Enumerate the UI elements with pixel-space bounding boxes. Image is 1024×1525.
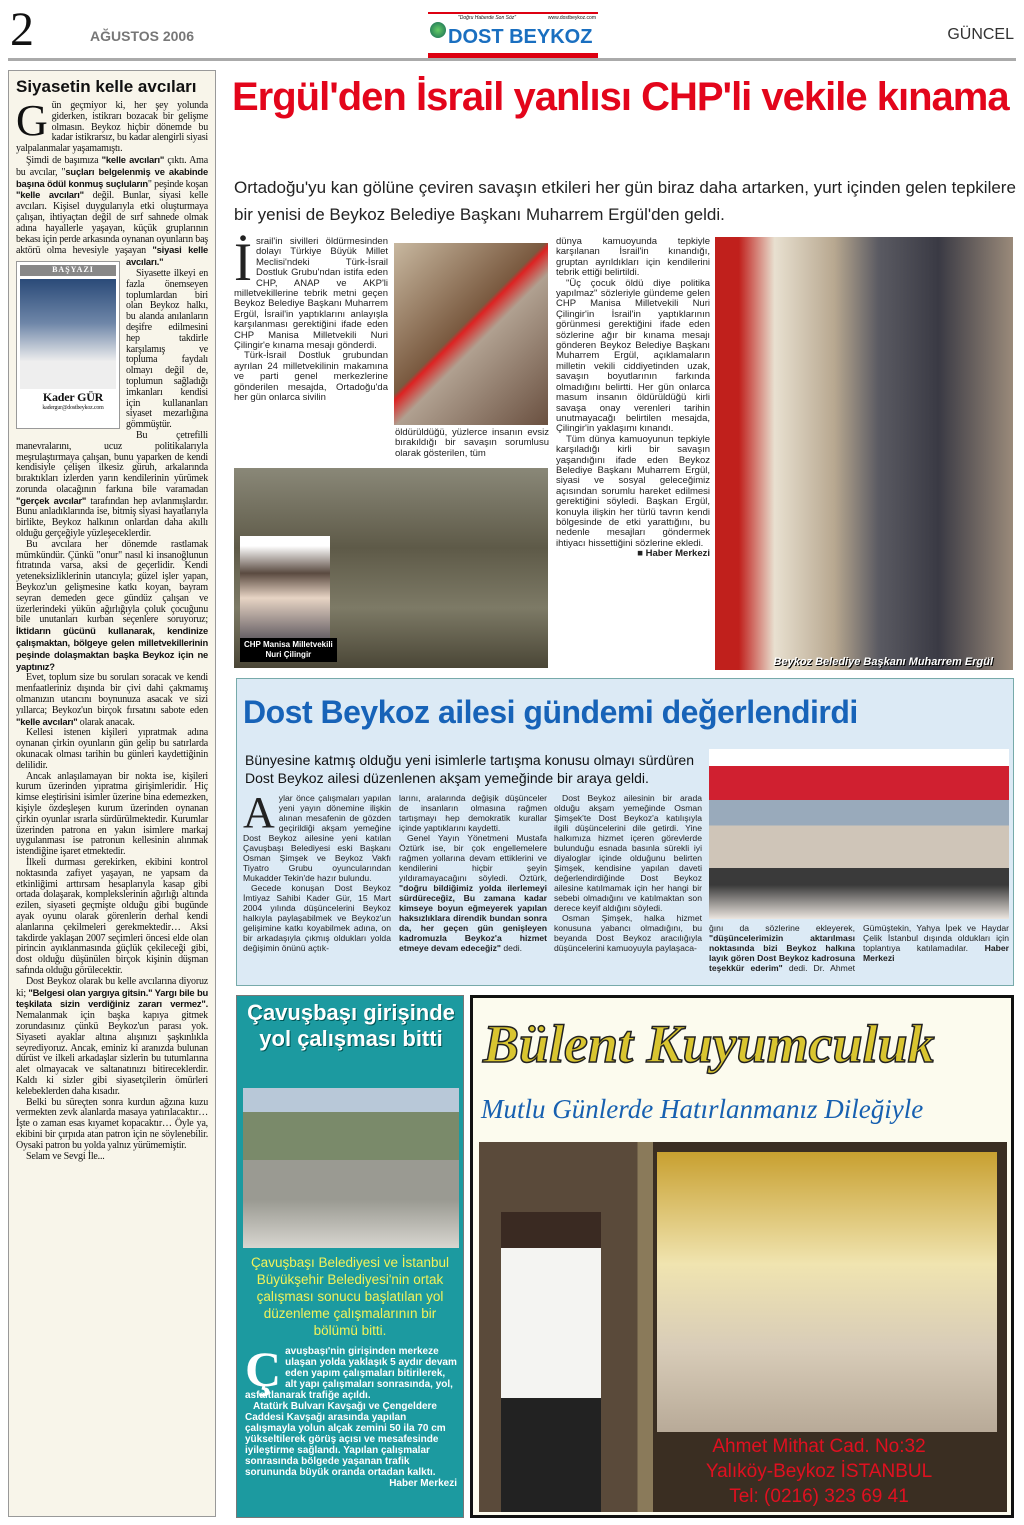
page-number: 2 xyxy=(10,3,34,56)
family-article xyxy=(236,678,1014,986)
family-column-4: ğını da sözlerine ekleyerek, "düşüncelerimizin aktarılması noktasında bizi Beykoz halkına layık gören Dost Beykoz kadrosuna teşekkür ederim" dedi. Dr. Ahmet Gümüştekin, Yahya İpek ve Haydar Çelik İstanbul dışında oldukları için toplantıya katılamadılar. Haber Merkezi xyxy=(709,923,1010,973)
family-headline: Dost Beykoz ailesi gündemi değerlendirdi xyxy=(243,694,858,730)
drop-cap: Ç xyxy=(245,1341,282,1397)
paragraph: Bu çetrefilli manevralarını, ucuz politikalarıyla meşrulaştırmaya çalışan, bunu yaparken de kendi kendisiyle çelişen ilkesiz güruh, arkalarında bıraktıkları izlerden yarın kendilerinin yürümek zorunda olacağının farkına bile varamadan "gerçek avcılar" tarafından hep avlanmışlardır. Bunu anladıklarında ise, bitmiş siyasi hayatlarıyla birlikte, Beykoz halkının onlardan daha akıllı olduğu gerçeğiyle yüzleşeceklerdir. xyxy=(16,429,208,540)
globe-tree-icon xyxy=(430,22,446,38)
road-body: Çavuşbaşı'nin girişinden merkeze ulaşan yolda yaklaşık 5 aydır devam eden yapım çalışmaları bitirilerek, alt yapı çalışmaları sonrasında, yol, asfaltlanarak trafiğe açıldı. Atatürk Bulvarı Kavşağı ve Çengeldere Caddesi Kavşağı arasında yapılan çalışmayla yolun alçak zemini 50 ila 70 cm yükseltilerek görüş açısı ve mesafesinde iyileştirme sağlandı. Yapılan çalışmalar sonrasında bölgede yaşanan trafik sorununda büyük oranda ortadan kalktı. Haber Merkezi xyxy=(245,1341,457,1489)
author-label: BAŞYAZI xyxy=(20,265,116,276)
main-column-1: İsrail'in sivilleri öldürmesinden dolayı Türkiye Büyük Millet Meclisi'ndeki Türk-İsrail Dostluk Grubu'ndan istifa eden CHP, ANAP ve AKP'li milletvekillerine tebrik metni geçen Beykoz Belediye Başkanı Muharrem Ergül, İsrail'in yaptıklarını anlayışla karşılanması gerektiğini ifade eden CHP Manisa Milletvekili Nuri Çilingir'e kınama mesajı gönderdi. Türk-İsrail Dostluk grubundan ayrılan 24 milletvekilinin makamına ve parti genel merkezlerine gönderilen mesajda, Ortadoğu'da her gün onlarca sivilin xyxy=(234,232,388,404)
paragraph: Selam ve Sevgi İle... xyxy=(26,1150,105,1162)
paragraph: Türk-İsrail Dostluk grubundan ayrılan 24 milletvekilinin makamına ve parti genel merkezlerine gönderilen mesajda, Ortadoğu'da her gün onlarca sivilin xyxy=(234,350,388,404)
paragraph: ün geçmiyor ki, her şey yolunda giderken, istikrarı bozacak bir gelişme olmasın. Beykoz hiçbir dönemde bu kadar istikrarsız, bu kadar alengirli siyasi yalpalanmalar yaşamamıştı. xyxy=(16,100,208,155)
main-column-3: dünya kamuoyunda tepkiyle karşılanan İsrail'in kınandığı, gruptan ayrıldıkları için kendilerini tebrik ettiği belirtildi. "Üç çocuk öldü diye politika yapılmaz" sözleriyle gündeme gelen CHP Manisa Milletvekili Nuri Çilingir'in İsrail'in yaptıklarının görünmesi gerektiğini ifade eden sözlerine ağır bir kınama mesajı gönderen Beykoz Belediye Başkanı Muharrem Ergül, açıklamaların milletin vekili ciddiyetinden uzak, savaşın boyutlarının farkında olmadığını belirtti. Her gün onlarca masum insanın öldürüldüğü kirli savaşa onay verenleri tarihin unutmayacağı belirtilen mesajda, Çilingir'in yaklaşımı kınandı. Tüm dünya kamuoyunun tepkiyle karşıladığı kirli bir savaşın yaşandığını ifade eden Beykoz Belediye Başkanı Muharrem Ergül, siyasi ve sosyal geleceğimiz açısından sorumlu hareket edilmesi gerektiğini söyledi. Başkan Ergül, konuyla ilişkin her türlü tavrın kendi bölgesinde de etki yarattığını, bu nedenle mesajları göndermek ihtiyacı hissettiğini sözlerine ekledi. ■ Haber Merkezi xyxy=(556,236,710,560)
logo-name: DOST BEYKOZ xyxy=(448,26,593,48)
author-box xyxy=(16,261,120,429)
family-group-photo xyxy=(709,749,1009,919)
ad-phone: Tel: (0216) 323 69 41 xyxy=(729,1486,909,1507)
paragraph: Ancak anlaşılamayan bir nokta ise, kişileri kurum üzerinden yıpratma girişimleridir. Hiç kimse eleştirisini isimler üzerine bina edemezken, kişiyle özdeşleşen kurum üzerinden oynanan çirkin oyunlar ısrarla sürdürülmektedir. Kurumlar üzerinden patrona en yakın isimlere markaj uygulanması ise patronun kellesinin alınmak istendiğine işaret etmektedir. xyxy=(16,770,208,858)
paragraph: Şimdi de başımıza "kelle avcıları" çıktı. Ama bu avcılar, "suçları belgelenmiş ve akabinde başına ödül konmuş suçluların" peşinde koşan "kelle avcıları" değil. Bunlar, siyasi kelle avcıları. Kişisel duygularıyla etki oluşturmaya çalışan, ihtiyaçtan değil de sırf sahnede olmak adına hayallerle yaşayan, küçük gruplarının bekası için perde arkasında oynanan oyunların baş aktörü olma hevesiyle yaşayan BAŞYAZI Kader GÜR kadergur@dostbeykoz.com "siyasi kelle avcıları." xyxy=(16,155,208,269)
family-deck: Bünyesine katmış olduğu yeni isimlerle tartışma konusu olmayı sürdüren Dost Beykoz ailesi düzenlenen akşam yemeğinde bir araya geldi. xyxy=(245,752,694,786)
family-column-1: Aylar önce çalışmaları yapılan yeni yayın dönemine ilişkin alınan mesafenin de gözden geçirildiği akşam yemeğine Dost Beykoz ailesine yeni katılan Çavuşbaşı Belediyesi eski Başkanı Osman Şimşek ve Beykoz Vakfı Tiyatro Grubu oyuncularından Mukadder Tekin'de hazır bulundu. Gecede konuşan Dost Beykoz İmtiyaz Sahibi Kader Gür, 15 Mart 2004 yılında düşüncelerini Beykoz halkıyla paylaşabilmek ve Beykoz'un gelişimine katkı koyabilmek adına, on bir arkadaşıyla çıkmış oldukları yolda değişimin önünü açtık- xyxy=(243,788,391,953)
paragraph: İlkeli durması gerekirken, ekibini kontrol noktasında zafiyet yaşayan, ne yapsam da etkinliğimi arttırsam hesaplarıyla kasap gibi ortada dolaşarak, komplekslerinin ağırlığı altında ezilen, siyaseti geçmişte olduğu gibi bugünde ayak oyunu olarak görenlerin derhal kendi alanlarına çekilmeleri gerekmektedir… Aksi takdirde yaklaşan 2007 seçimleri öncesi elde olan pirincin ayıklanmasında güçlük çekileceği gibi, dost olduğu düşünülen birçok kişinin düşman safında olduğu görülecektir. xyxy=(16,856,208,976)
family-column-2: larını, aralarında değişik düşünceler de insanların olmasına rağmen tartışmayı hep demokratik kurallar içinde yaptıklarını kaydetti. Genel Yayın Yönetmeni Mustafa Öztürk ise, bir çok engellemelere rağmen yollarına devam ettiklerini ve kendilerini hiçbir şeyin yıldıramayacağını söyledi. Öztürk, "doğru bildiğimiz yolda ilerlemeyi sürdüreceğiz, Bu zamana kadar kimseye boyun eğmeyerek yapılan haksızlıklara direndik bundan sonra da, her geçen gün genişleyen kadromuzla Beykoz'a hizmet etmeye devam edeceğiz" dedi. xyxy=(399,793,547,953)
author-photo xyxy=(20,279,116,389)
ad-title: Bülent Kuyumculuk xyxy=(483,1014,935,1074)
header-divider xyxy=(8,58,1016,61)
mayor-photo-caption: Beykoz Belediye Başkanı Muharrem Ergül xyxy=(773,656,993,668)
author-email: kadergur@dostbeykoz.com xyxy=(42,404,104,411)
red-cross-photo xyxy=(394,243,548,425)
family-column-3: Dost Beykoz ailesinin bir arada olduğu akşam yemeğinde Osman Şimşek'te Dost Beykoz'a katılışıyla ilgili düşüncelerini dile getirdi. Yine halkımıza hizmet içeren görevlerde bulunduğu esnada basınla sürekli iyi diyaloglar içinde olduğunu belirten Şimşek, kendisine yapılan daveti değerlendirdiğinde Dost Beykoz ailesine katılmamak için her hangi bir sebebi olmadığını ve katılmaktan son derece keyif aldığını söyledi. Osman Şimşek, halka hizmet konusuna yabancı olmadığını, bu beyanda Dost Beykoz aracılığıyla düşüncelerini kamuoyuyla paylaşaca- xyxy=(554,793,702,953)
paragraph: Belki bu süreçten sonra kurdun ağzına kuzu vermekten zevk alanlarda masaya yatırılacaktır… İşte o zaman esas kıyamet kopacaktır… Öyle ya, ekibini bir çırpıda atan patron için ne söylenebilir. Oysaki patron bu yolda yalnız yürümemiştir. xyxy=(16,1096,208,1151)
jeweler-advertisement xyxy=(470,995,1014,1518)
road-photo xyxy=(243,1088,459,1248)
drop-cap: A xyxy=(243,788,275,837)
drop-cap: G xyxy=(16,96,48,145)
author-name: Kader GÜR xyxy=(42,389,104,404)
drop-cap: İ xyxy=(234,232,252,292)
paragraph: Bu avcılara her dönemde rastlamak mümkündür. Çünkü "onur" nasıl ki insanoğlunun fıtratında varsa, aksi de geçerlidir. Kendi yeteneksizliklerinin utancıyla; güzel işler yapan, Beykoz'un gelişmesine katkı koyan, bayram seyran demeden gece gündüz çalışan ve üzerlerindeki yükün ağırlığıyla çoluk çocuğunu bile unutanları kurban seçenlere soruyoruz; İktidarın gücünü kullanarak, kendinize çalışmaktan, bölgeye gelen milletvekillerinin peşinde dolaşmaktan başka Beykoz için ne yaptınız? xyxy=(16,538,208,672)
byline: Haber Merkezi xyxy=(389,1478,457,1489)
paragraph: Kellesi istenen kişileri yıpratmak adına oynanan çirkin oyunların gün gelip bu satırlarda okunacak olması tarihin bu günleri kaydettiğinin delilidir. xyxy=(16,727,208,771)
ad-address: Ahmet Mithat Cad. No:32 Yalıköy-Beykoz İSTANBUL Tel: (0216) 323 69 41 xyxy=(659,1434,979,1509)
main-headline: Ergül'den İsrail yanlısı CHP'li vekile kınama xyxy=(232,75,1009,119)
section-label: GÜNCEL xyxy=(947,26,1014,43)
road-headline: Çavuşbaşı girişinde yol çalışması bitti xyxy=(247,1000,455,1051)
editorial-title: Siyasetin kelle avcıları xyxy=(16,77,197,96)
logo-slogan: "Doğru Haberde Son Söz" xyxy=(458,15,517,21)
masthead-logo xyxy=(428,12,598,58)
road-article xyxy=(236,995,464,1518)
main-column-2: öldürüldüğü, yüzlerce insanın evsiz bırakıldığı bir savaşın sorumlusu olarak gösterilen, tüm xyxy=(395,427,549,459)
byline: Haber Merkezi xyxy=(863,943,1010,963)
logo-url: www.dostbeykoz.com xyxy=(547,15,596,21)
paragraph: Siyasette ilkeyi en fazla önemseyen toplumlardan biri olan Beykoz halkı, bu alanda anılanların deşifre edilmesini hep takdirle karşılamış ve topluma faydalı olmayı değil de, toplumun sağladığı imkanları kendisi için kullananları siyaset mezarlığına gömmüştür. xyxy=(126,267,208,431)
shop-photo xyxy=(479,1142,1007,1512)
paragraph: Evet, toplum size bu soruları soracak ve kendi menfaatleriniz dışında bir çivi dahi çakmamış olmanızın utancını boynunuza asacak ve sizi yıllarca; Beykoz'un birçok fırsatını sabote eden "kelle avcıları" olarak anacak. xyxy=(16,672,208,728)
issue-date: AĞUSTOS 2006 xyxy=(90,28,195,44)
ad-tagline: Mutlu Günlerde Hatırlanmanız Dileğiyle xyxy=(481,1094,924,1124)
main-deck: Ortadoğu'yu kan gölüne çeviren savaşın etkileri her gün biraz daha artarken, yurt içinden gelen tepkilere bir yenisi de Beykoz Belediye Başkanı Muharrem Ergül'den geldi. xyxy=(234,178,1016,224)
mayor-photo xyxy=(715,237,1013,670)
byline: ■ Haber Merkezi xyxy=(637,548,710,560)
editorial-body xyxy=(16,96,208,1162)
inset-caption: CHP Manisa Milletvekili Nuri Çilingir xyxy=(240,638,337,662)
shop-window xyxy=(657,1152,997,1432)
road-deck: Çavuşbaşı Belediyesi ve İstanbul Büyükşehir Belediyesi'nin ortak çalışması sonucu başlatılan yol düzenleme çalışmalarının bir bölümü bitti. xyxy=(250,1255,450,1338)
paragraph: Dost Beykoz olarak bu kelle avcılarına diyoruz ki; "Belgesi olan yargıya gitsin." Yargı bile bu teşkilata sizin verdiğiniz zararı vermez". Nemalanmak için başka kapıya gitmek zorundasınız çünkü Beykoz'un parası yok. Siyaseti ayaklar altına alışınızı şaşkınlıkla seyrediyoruz. Ancak, eminiz ki aranızda bulunan dürüst ve ilkeli arkadaşlar sizlerin bu tutumlarına alet olmayacak ve saltanatınızı bitireceklerdir. Kaldı ki sizler gibi siyasetçilerin ömürleri kelebeklerden daha kısadır. xyxy=(16,975,208,1097)
shopkeeper xyxy=(501,1212,601,1512)
editorial-column xyxy=(8,70,216,1517)
tanks-photo xyxy=(234,468,548,668)
